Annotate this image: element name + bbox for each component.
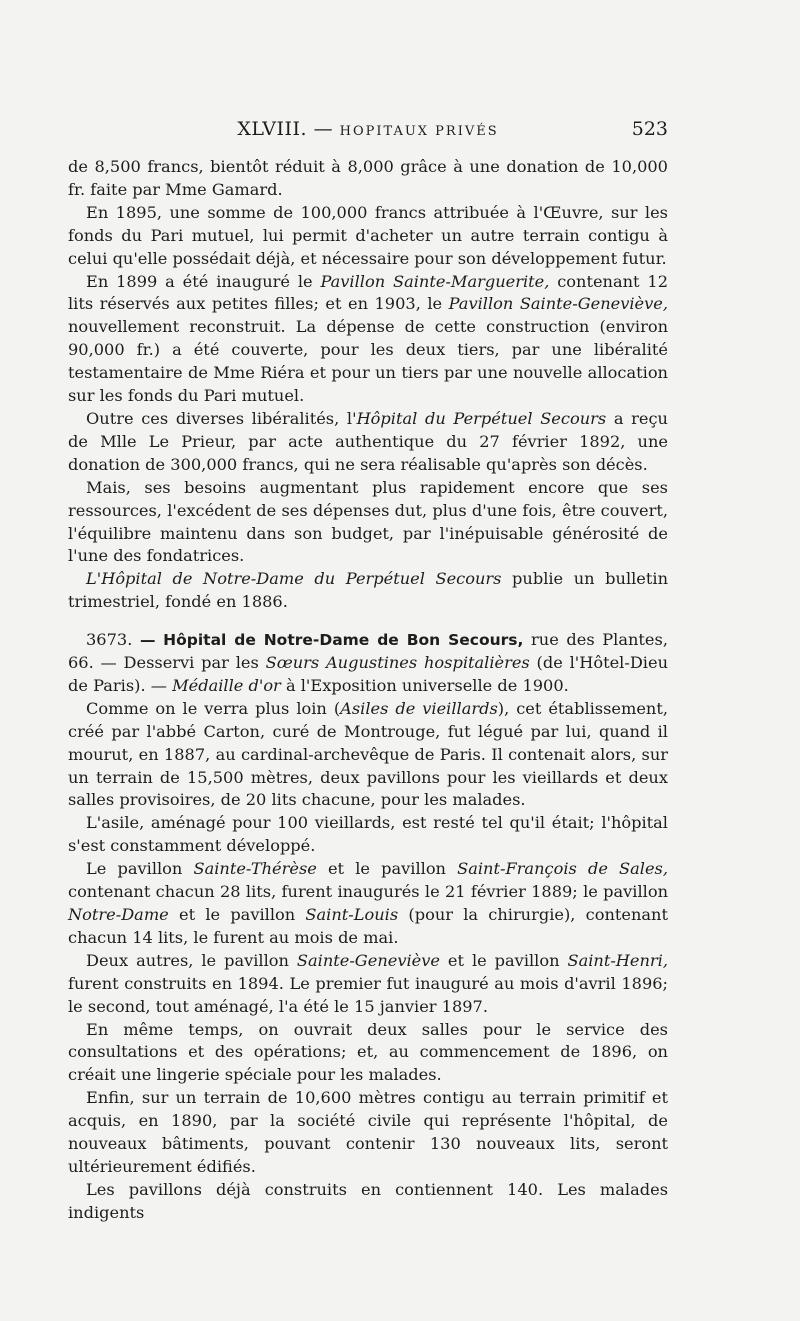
- text-run: et le pavillon: [439, 950, 568, 970]
- paragraph: [68, 271, 668, 408]
- text-run: (pour la chirurgie), contenant chacun 14 lits, le furent au mois de mai.: [68, 905, 668, 947]
- italic-run: Hôpital du Perpétuel Secours: [356, 408, 607, 428]
- header-dash: —: [313, 118, 334, 140]
- page-number: 523: [631, 118, 668, 140]
- text-run: (de l'Hôtel-Dieu de Paris). —: [68, 653, 668, 695]
- paragraph: [68, 950, 668, 1019]
- paragraph: En 1895, une somme de 100,000 francs attribuée à l'Œuvre, sur les fonds du Pari mutuel, lui permit d'acheter un autre terrain contigu à celui qu'elle possédait déjà, et nécessaire pour son développement futur.: [68, 202, 668, 268]
- italic-run: Pavillon Sainte-Geneviève,: [448, 294, 668, 314]
- text-run: furent construits en 1894. Le premier fut inauguré au mois d'avril 1896; le second, tout aménagé, l'a été le 15 janvier 1897.: [68, 973, 668, 1016]
- entry-dash: —: [139, 631, 156, 650]
- text-run: a reçu de Mlle Le Prieur, par acte authentique du 27 février 1892, une donation de 300,000 francs, qui ne sera réalisable qu'après son décès.: [68, 408, 668, 474]
- text-run: Outre ces diverses libéralités, l': [86, 408, 357, 428]
- text-run: Le pavillon: [86, 859, 194, 879]
- section-title: HOPITAUX PRIVÉS: [339, 124, 499, 139]
- paragraph: Enfin, sur un terrain de 10,600 mètres contigu au terrain primitif et acquis, en 1890, par la société civile qui représente l'hôpital, de nouveaux bâtiments, pouvant contenir 130 nouveaux lits, seront ultérieurement édifiés.: [68, 1088, 668, 1176]
- entry-number: 3673.: [86, 630, 133, 650]
- text-run: contenant 12 lits réservés aux petites filles; et en 1903, le: [68, 271, 669, 314]
- text-run: nouvellement reconstruit. La dépense de cette construction (environ 90,000 fr.) a été couverte, pour les deux tiers, par une libéralité testamentaire de Mme Riéra et pour un tiers par une nouvelle allocation sur les fonds du Pari mutuel.: [68, 317, 668, 406]
- running-header: [68, 116, 668, 146]
- paragraph: de 8,500 francs, bientôt réduit à 8,000 grâce à une donation de 10,000 fr. faite par Mme Gamard.: [68, 157, 668, 199]
- paragraph: [68, 698, 668, 813]
- entry-title: Hôpital de Notre-Dame de Bon Secours,: [163, 631, 524, 650]
- chapter-number: XLVIII.: [237, 118, 308, 140]
- paragraph: En même temps, on ouvrait deux salles pour le service des consultations et des opérations; et, au commencement de 1896, on créait une lingerie spéciale pour les malades.: [68, 1019, 668, 1085]
- paragraph: Les pavillons déjà construits en contiennent 140. Les malades indigents: [68, 1179, 668, 1222]
- paragraph: [68, 568, 668, 614]
- italic-run: Sainte-Thérèse: [193, 859, 317, 879]
- italic-run: Pavillon Sainte-Marguerite,: [320, 271, 550, 291]
- text-run: contenant chacun 28 lits, furent inaugurés le 21 février 1889; le pavillon: [68, 882, 668, 902]
- text-run: rue des Plantes, 66. — Desservi par les: [68, 630, 668, 673]
- text-run: et le pavillon: [316, 859, 458, 879]
- text-run: Deux autres, le pavillon: [86, 950, 297, 970]
- paragraph: [68, 408, 668, 477]
- text-run: publie un bulletin trimestriel, fondé en 1886.: [68, 569, 668, 612]
- text-run: à l'Exposition universelle de 1900.: [280, 675, 569, 695]
- paragraph: [68, 858, 668, 950]
- italic-run: Asiles de vieillards: [340, 698, 498, 718]
- text-run: ), cet établissement, créé par l'abbé Carton, curé de Montrouge, fut légué par lui, quand il mourut, en 1887, au cardinal-archevêque de Paris. Il contenait alors, sur un terrain de 15,500 mètres, deux pavillons pour les vieillards et deux salles provisoires, de 20 lits chacune, pour les malades.: [68, 698, 668, 810]
- text-run: Comme on le verra plus loin (: [86, 698, 341, 718]
- italic-run: Sœurs Augustines hospitalières: [265, 653, 530, 673]
- italic-run: Notre-Dame: [68, 905, 169, 924]
- italic-run: Saint-Louis: [305, 905, 399, 924]
- paragraph: L'asile, aménagé pour 100 vieillards, est resté tel qu'il était; l'hôpital s'est constamment développé.: [68, 813, 668, 856]
- entry-heading: [68, 629, 668, 698]
- body-text: [68, 156, 668, 1225]
- italic-run: Saint-François de Sales,: [457, 859, 668, 879]
- italic-run: L'Hôpital de Notre-Dame du Perpétuel Secours: [86, 569, 502, 589]
- text-run: et le pavillon: [168, 905, 306, 924]
- text-run: En 1899 a été inauguré le: [86, 271, 321, 291]
- italic-run: Sainte-Geneviève: [296, 950, 440, 970]
- italic-run: Saint-Henri,: [567, 950, 668, 970]
- italic-run: Médaille d'or: [172, 675, 281, 695]
- paragraph: Mais, ses besoins augmentant plus rapidement encore que ses ressources, l'excédent de ses dépenses dut, plus d'une fois, être couvert, l'équilibre maintenu dans son budget, par l'inépuisable générosité de l'une des fondatrices.: [68, 477, 668, 566]
- running-title: [68, 118, 668, 140]
